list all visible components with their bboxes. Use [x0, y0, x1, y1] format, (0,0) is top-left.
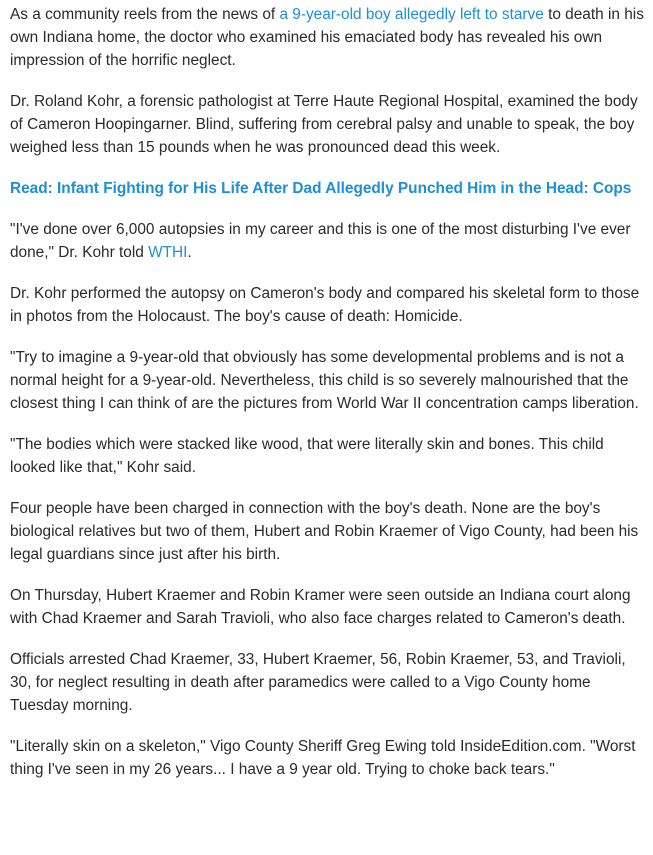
article-paragraph [10, 3, 645, 72]
paragraph-text: to death in his own Indiana home, the doctor who examined his emaciated body has revealed his own impression of the horrific neglect. [10, 6, 644, 69]
article-paragraph [10, 218, 645, 264]
article-paragraph: Dr. Kohr performed the autopsy on Cameron's body and compared his skeletal form to those in photos from the Holocaust. The boy's cause of death: Homicide. [10, 285, 640, 325]
article-paragraph: Four people have been charged in connection with the boy's death. None are the boy's biological relatives but two of them, Hubert and Robin Kraemer of Vigo County, had been his legal guardians since just after his birth. [10, 500, 639, 563]
starving-boy-link[interactable]: a 9-year-old boy allegedly left to starve [279, 6, 544, 23]
paragraph-text: As a community reels from the news of [10, 6, 280, 23]
article-paragraph: "Literally skin on a skeleton," Vigo County Sheriff Greg Ewing told InsideEdition.com. "Worst thing I've seen in my 26 years... I have a 9 year old. Trying to choke back tears." [10, 738, 636, 778]
paragraph-text: "I've done over 6,000 autopsies in my career and this is one of the most disturbing I've ever done," Dr. Kohr told [10, 221, 631, 261]
read-more-paragraph [10, 177, 645, 200]
article-paragraph: Dr. Roland Kohr, a forensic pathologist at Terre Haute Regional Hospital, examined the body of Cameron Hoopingarner. Blind, suffering from cerebral palsy and unable to speak, the boy weighed less than 15 pounds when he was pronounced dead this week. [10, 93, 638, 156]
wthi-link[interactable]: WTHI [148, 244, 188, 261]
article-paragraph: "Try to imagine a 9-year-old that obviously has some developmental problems and is not a normal height for a 9-year-old. Nevertheless, this child is so severely malnourished that the closest thing I can think of are the pictures from World War II concentration camps liberation. [10, 349, 639, 412]
article-paragraph: Officials arrested Chad Kraemer, 33, Hubert Kraemer, 56, Robin Kraemer, 53, and Travioli, 30, for neglect resulting in death after paramedics were called to a Vigo County home Tuesday morning. [10, 651, 626, 714]
paragraph-text: . [187, 244, 192, 261]
article-paragraph: "The bodies which were stacked like wood, that were literally skin and bones. This child looked like that," Kohr said. [10, 436, 604, 476]
read-more-link[interactable]: Read: Infant Fighting for His Life After Dad Allegedly Punched Him in the Head: Cops [10, 180, 632, 197]
article-paragraph: On Thursday, Hubert Kraemer and Robin Kramer were seen outside an Indiana court along with Chad Kraemer and Sarah Travioli, who also face charges related to Cameron's death. [10, 587, 631, 627]
